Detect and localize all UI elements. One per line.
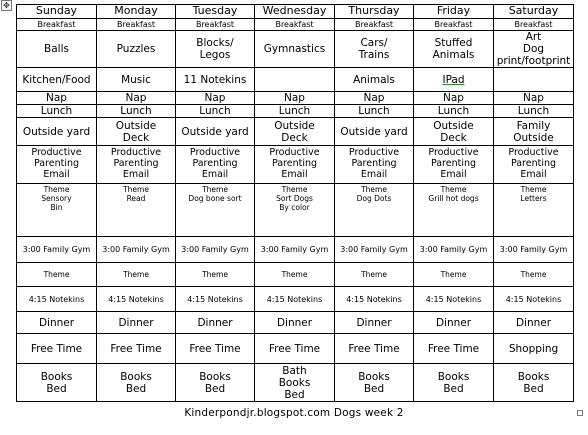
bed-row [17, 364, 574, 402]
productive-parenting-cell-line: Productive [269, 147, 320, 159]
productive-parenting-cell-line: Parenting [33, 158, 80, 170]
day-header-text: Wednesday [262, 4, 327, 18]
productive-parenting-cell-line: Email [520, 169, 547, 181]
theme-activity-cell [494, 184, 574, 237]
productive-parenting-cell-line: Parenting [271, 158, 318, 170]
free-time-cell-text: Free Time [110, 342, 162, 355]
day-header-text: Sunday [35, 4, 78, 18]
footer-caption: Kinderpondjr.blogspot.com Dogs week 2 [184, 407, 404, 419]
day-header [97, 5, 176, 19]
freetime-row [17, 334, 574, 364]
notekins-cell [494, 287, 574, 312]
theme-cell [494, 263, 574, 287]
productive-parenting-cell-line: Productive [110, 147, 162, 159]
theme-cell [255, 263, 335, 287]
productive-parenting-cell-line: Parenting [430, 158, 477, 170]
breakfast-cell [255, 19, 335, 31]
outside-cell-line: Outside yard [181, 125, 249, 138]
day-header-text: Saturday [508, 4, 559, 18]
activity-cell [176, 31, 255, 68]
productive-parenting-cell [414, 146, 494, 184]
bedtime-cell-line: Books [120, 370, 152, 383]
breakfast-cell-text: Breakfast [195, 19, 235, 29]
family-gym-cell-text: 3:00 Family Gym [260, 245, 329, 255]
activity-cell [97, 31, 176, 68]
outside-cell-line: Outside yard [22, 125, 91, 138]
free-time-cell-text: Shopping [508, 342, 559, 355]
theme-cell-text: Theme [281, 269, 308, 279]
activity-cell-line: Trains [358, 49, 390, 62]
nap-cell-text: Nap [284, 92, 305, 105]
productive-parenting-cell-line: Parenting [351, 158, 397, 170]
breakfast-cell [97, 19, 176, 31]
nap-cell [176, 92, 255, 105]
notekins-cell-text: 4:15 Notekins [266, 294, 323, 304]
lunch-cell-text: Lunch [120, 105, 152, 118]
activity-cell [255, 31, 335, 68]
nap-cell [494, 92, 574, 105]
theme-cell-text: Theme [440, 269, 467, 279]
activity-cell-2-text: Animals [353, 73, 395, 86]
family-gym-cell [17, 237, 97, 263]
activity-cell-2 [97, 68, 176, 92]
breakfast-cell [414, 19, 494, 31]
nap-cell-text: Nap [125, 92, 147, 105]
days-row [17, 5, 574, 19]
outside-cell-line: Outside [433, 119, 474, 132]
notekins-cell-text: 4:15 Notekins [346, 294, 402, 304]
family-gym-cell [97, 237, 176, 263]
free-time-cell-text: Free Time [189, 342, 241, 355]
activity-cell [494, 31, 574, 68]
theme-activity-cell-line: Sensory [41, 193, 72, 203]
breakfast-cell [494, 19, 574, 31]
activity-cell-2 [414, 68, 494, 92]
breakfast-row [17, 19, 574, 31]
family-gym-cell [414, 237, 494, 263]
dinner-cell-text: Dinner [435, 316, 472, 329]
breakfast-cell-text: Breakfast [37, 19, 76, 29]
resize-handle-icon[interactable] [577, 410, 583, 416]
outside-cell-line: Outside [115, 119, 157, 132]
theme-activity-cell-line: Theme [202, 185, 228, 195]
theme-activity-cell-line: Theme [520, 185, 547, 195]
free-time-cell-text: Free Time [348, 342, 400, 355]
lunch-cell [335, 105, 414, 118]
lunch-row [17, 105, 574, 118]
notekins-cell [335, 287, 414, 312]
theme-activity-cell [414, 184, 494, 237]
outside-cell-line: Deck [281, 131, 308, 144]
productive-parenting-cell-line: Email [360, 169, 388, 181]
activity-cell-2 [176, 68, 255, 92]
activity-cell-line: Animals [432, 49, 475, 62]
activity-cell-line: Blocks/ [196, 37, 234, 50]
outside-cell-line: Family [516, 119, 551, 132]
theme-activity-cell-line: Theme [361, 185, 387, 195]
bedtime-cell-line: Books [517, 370, 550, 383]
bedtime-cell-line: Bed [443, 382, 464, 395]
theme-cell-text: Theme [123, 269, 149, 279]
family-gym-cell [335, 237, 414, 263]
theme-activity-cell-line: Dog bone sort [188, 193, 242, 203]
activity-cell [414, 31, 494, 68]
dinner-cell-text: Dinner [38, 316, 75, 329]
productive-parenting-cell [176, 146, 255, 184]
activity-cell-line: Gymnastics [263, 43, 326, 56]
theme-cell [97, 263, 176, 287]
bedtime-cell [255, 364, 335, 402]
theme-cell [176, 263, 255, 287]
productive-parenting-cell-line: Productive [31, 147, 82, 159]
theme-activity-cell-line: Sort Dogs [276, 193, 313, 203]
activity-cell-line: Balls [44, 43, 69, 56]
bedtime-cell [17, 364, 97, 402]
notekins-cell-text: 4:15 Notekins [425, 294, 482, 304]
theme-activity-cell [335, 184, 414, 237]
notekins-cell [414, 287, 494, 312]
productive-parenting-cell [17, 146, 97, 184]
day-header-text: Monday [114, 4, 158, 18]
productive-parenting-cell-line: Email [281, 169, 308, 181]
theme-activity-cell-line: Letters [520, 193, 547, 203]
theme-activity-cell [255, 184, 335, 237]
activity-cell-2-text: 11 Notekins [183, 73, 247, 86]
activity-cell-line: Legos [199, 49, 231, 62]
bedtime-cell [414, 364, 494, 402]
theme-cell-text: Theme [520, 269, 547, 279]
day-header-text: Friday [436, 4, 471, 18]
productive-parenting-cell [494, 146, 574, 184]
outside-cell-line: Deck [440, 131, 467, 144]
notekins-cell-text: 4:15 Notekins [108, 294, 164, 304]
lunch-cell [255, 105, 335, 118]
theme-activity-cell-line: Bin [50, 202, 63, 212]
theme-cell [17, 263, 97, 287]
dinner-cell-text: Dinner [356, 316, 392, 329]
outside-cell-line: Outside [274, 119, 315, 132]
day-header [414, 5, 494, 19]
outside-cell [414, 118, 494, 146]
dinner-cell [335, 312, 414, 334]
activity-cell-2-text: Music [121, 73, 151, 86]
theme-cell-text: Theme [43, 269, 70, 279]
activity-cell-line: Puzzles [116, 43, 156, 56]
bedtime-cell [97, 364, 176, 402]
dinner-cell [494, 312, 574, 334]
theme-activity-cell-line: Theme [123, 185, 149, 195]
day-header [17, 5, 97, 19]
theme-activity-cell [17, 184, 97, 237]
activity-cell-line: Art [525, 31, 542, 43]
outside-cell [17, 118, 97, 146]
activity-cell-2 [255, 68, 335, 92]
productive-parenting-cell-line: Productive [189, 147, 241, 159]
theme-activity-cell-line: Grill hot dogs [428, 193, 479, 203]
dinner-row [17, 312, 574, 334]
family-gym-cell-text: 3:00 Family Gym [419, 245, 488, 255]
notekins-cell-text: 4:15 Notekins [505, 294, 562, 304]
breakfast-cell-text: Breakfast [275, 19, 314, 29]
nap-cell [17, 92, 97, 105]
nap-cell [414, 92, 494, 105]
bedtime-cell-line: Books [199, 370, 231, 383]
outside-cell-line: Outside [513, 131, 554, 144]
nap-cell [255, 92, 335, 105]
bedtime-cell [176, 364, 255, 402]
productive-parenting-cell-line: Parenting [113, 158, 159, 170]
dinner-cell [255, 312, 335, 334]
dinner-cell-text: Dinner [276, 316, 313, 329]
productive-parenting-cell-line: Productive [428, 147, 479, 159]
notekins-cell-text: 4:15 Notekins [28, 294, 85, 304]
free-time-cell [494, 334, 574, 364]
family-gym-cell-text: 3:00 Family Gym [340, 245, 408, 255]
day-header [335, 5, 414, 19]
move-handle-icon[interactable]: ✥ [1, 0, 12, 11]
outside-row [17, 118, 574, 146]
gym-row [17, 237, 574, 263]
family-gym-cell [176, 237, 255, 263]
family-gym-cell-text: 3:00 Family Gym [499, 245, 568, 255]
outside-cell [255, 118, 335, 146]
family-gym-cell-text: 3:00 Family Gym [102, 245, 170, 255]
breakfast-cell [176, 19, 255, 31]
activity-cell [17, 31, 97, 68]
activity-cell-line: Dog [522, 43, 545, 56]
family-gym-cell-text: 3:00 Family Gym [22, 245, 91, 255]
lunch-cell-text: Lunch [517, 105, 550, 118]
bedtime-cell-line: Bath [282, 364, 307, 377]
activity-cell-2 [494, 68, 574, 92]
outside-cell-line: Outside yard [340, 125, 408, 138]
productive-parenting-cell-line: Email [122, 169, 150, 181]
notekins-row [17, 287, 574, 312]
activity-cell-2-text: Kitchen/Food [22, 73, 91, 86]
outside-cell [335, 118, 414, 146]
breakfast-cell [335, 19, 414, 31]
bedtime-cell [335, 364, 414, 402]
free-time-cell-text: Free Time [268, 342, 321, 355]
activity-cell-2 [335, 68, 414, 92]
productive-parenting-cell-line: Parenting [192, 158, 238, 170]
theme-activity-cell-line: Theme [281, 185, 308, 195]
dinner-cell [17, 312, 97, 334]
nap-cell-text: Nap [523, 92, 544, 105]
theme-activity-cell-line: Read [126, 193, 146, 203]
day-header [494, 5, 574, 19]
bedtime-cell-line: Books [40, 370, 73, 383]
free-time-cell [176, 334, 255, 364]
productive-parenting-cell-line: Email [43, 169, 70, 181]
free-time-cell [17, 334, 97, 364]
productive-parenting-cell [255, 146, 335, 184]
theme2-row [17, 263, 574, 287]
activity-cell-line: Cars/ [360, 37, 388, 50]
breakfast-cell-text: Breakfast [354, 19, 394, 29]
bedtime-cell-line: Books [278, 376, 311, 389]
dinner-cell [414, 312, 494, 334]
activity-cell-line: print/footprint [496, 55, 571, 68]
theme-activity-cell [97, 184, 176, 237]
free-time-cell [97, 334, 176, 364]
dinner-cell [176, 312, 255, 334]
activity-cell [335, 31, 414, 68]
dinner-cell-text: Dinner [118, 316, 154, 329]
free-time-cell-text: Free Time [427, 342, 480, 355]
outside-cell-line: Deck [122, 131, 150, 144]
theme-activity-cell-line: By color [279, 202, 310, 212]
lunch-cell [414, 105, 494, 118]
lunch-cell [494, 105, 574, 118]
activity2-row [17, 68, 574, 92]
notekins-cell [176, 287, 255, 312]
bedtime-cell-line: Books [358, 370, 390, 383]
nap-row [17, 92, 574, 105]
productive-parenting-cell [97, 146, 176, 184]
breakfast-cell-text: Breakfast [514, 19, 553, 29]
breakfast-cell-text: Breakfast [434, 19, 473, 29]
lunch-cell [176, 105, 255, 118]
family-gym-cell [255, 237, 335, 263]
breakfast-cell-text: Breakfast [116, 19, 156, 29]
productive-row [17, 146, 574, 184]
notekins-cell [255, 287, 335, 312]
lunch-cell-text: Lunch [437, 105, 470, 118]
nap-cell [335, 92, 414, 105]
notekins-cell [17, 287, 97, 312]
bedtime-cell-line: Bed [46, 382, 67, 395]
theme-activity-cell-line: Theme [440, 185, 467, 195]
outside-cell [494, 118, 574, 146]
free-time-cell [414, 334, 494, 364]
theme-cell-text: Theme [202, 269, 228, 279]
dinner-cell [97, 312, 176, 334]
bedtime-cell-line: Bed [284, 388, 305, 401]
day-header-text: Thursday [348, 4, 400, 18]
weekly-schedule-table [16, 4, 574, 402]
bedtime-cell-line: Bed [363, 382, 385, 395]
day-header-text: Tuesday [192, 4, 238, 18]
nap-cell-text: Nap [46, 92, 67, 105]
theme-cell-text: Theme [361, 269, 387, 279]
lunch-cell-text: Lunch [40, 105, 73, 118]
day-header [176, 5, 255, 19]
productive-parenting-cell [335, 146, 414, 184]
theme-activity-cell-line: Theme [43, 185, 70, 195]
free-time-cell [335, 334, 414, 364]
activity-cell-line: Stuffed [434, 37, 473, 50]
lunch-cell [97, 105, 176, 118]
bedtime-cell [494, 364, 574, 402]
productive-parenting-cell-line: Email [201, 169, 229, 181]
theme-cell [414, 263, 494, 287]
lunch-cell [17, 105, 97, 118]
outside-cell [176, 118, 255, 146]
productive-parenting-cell-line: Email [440, 169, 467, 181]
bedtime-cell-line: Bed [125, 382, 147, 395]
productive-parenting-cell-line: Productive [508, 147, 559, 159]
nap-cell-text: Nap [204, 92, 226, 105]
breakfast-cell [17, 19, 97, 31]
theme1-row [17, 184, 574, 237]
notekins-cell-text: 4:15 Notekins [187, 294, 243, 304]
activity-cell-2 [17, 68, 97, 92]
notekins-cell [97, 287, 176, 312]
nap-cell-text: Nap [363, 92, 385, 105]
productive-parenting-cell-line: Productive [348, 147, 400, 159]
lunch-cell-text: Lunch [199, 105, 231, 118]
lunch-cell-text: Lunch [358, 105, 390, 118]
dinner-cell-text: Dinner [515, 316, 552, 329]
activity1-row [17, 31, 574, 68]
lunch-cell-text: Lunch [278, 105, 311, 118]
family-gym-cell [494, 237, 574, 263]
family-gym-cell-text: 3:00 Family Gym [181, 245, 249, 255]
outside-cell [97, 118, 176, 146]
nap-cell-text: Nap [443, 92, 464, 105]
bedtime-cell-line: Books [437, 370, 470, 383]
bedtime-cell-line: Bed [204, 382, 226, 395]
free-time-cell-text: Free Time [30, 342, 83, 355]
activity-cell-2-text: IPad [442, 73, 465, 86]
free-time-cell [255, 334, 335, 364]
bedtime-cell-line: Bed [523, 382, 544, 395]
theme-activity-cell-line: Dog Dots [356, 193, 392, 203]
day-header [255, 5, 335, 19]
theme-cell [335, 263, 414, 287]
theme-activity-cell [176, 184, 255, 237]
dinner-cell-text: Dinner [197, 316, 233, 329]
productive-parenting-cell-line: Parenting [510, 158, 557, 170]
nap-cell [97, 92, 176, 105]
